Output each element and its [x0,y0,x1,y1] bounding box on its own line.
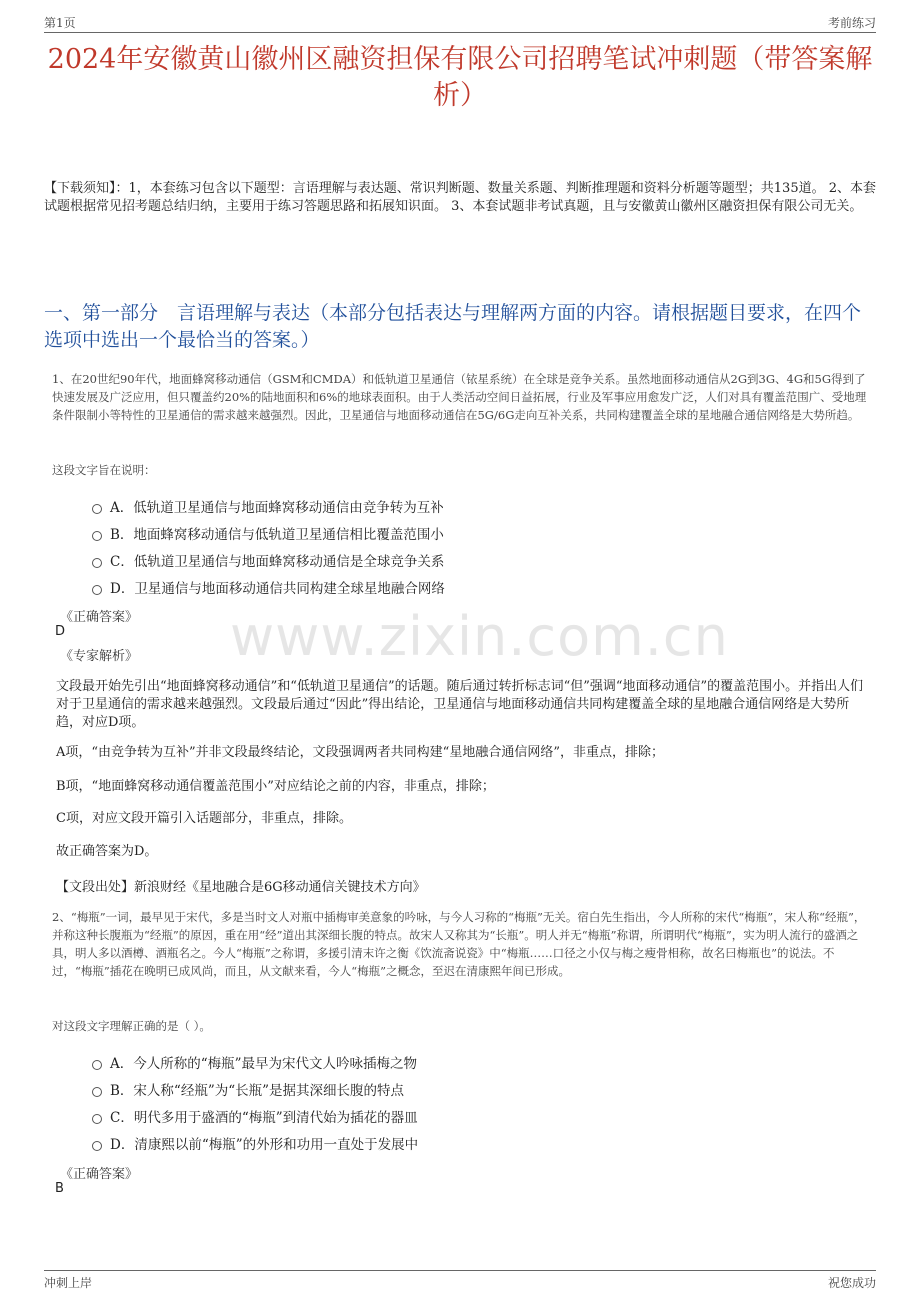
option-label: A．今人所称的“梅瓶”最早为宋代文人吟咏插梅之物 [110,1056,418,1072]
radio-icon[interactable] [92,1141,102,1151]
footer-right-label: 祝您成功 [827,1276,876,1290]
radio-icon[interactable] [92,585,102,595]
option-label: C．明代多用于盛酒的“梅瓶”到清代始为插花的器皿 [110,1110,418,1126]
page-header [44,12,876,33]
option-label: B．宋人称“经瓶”为“长瓶”是据其深细长腹的特点 [110,1083,405,1099]
question-2-prompt: 对这段文字理解正确的是（ ）。 [52,1019,211,1033]
download-notice: 【下载须知】：1，本套练习包含以下题型：言语理解与表达题、常识判断题、数量关系题、判断推理题和资料分析题等题型；共135道。 2、本套试题根据常见招考题总结归纳，主要用于练习答题思路和拓展知识面。 3、本套试题非考试真题，且与安徽黄山徽州区融资担保有限公司无关。 [44,181,876,214]
section-heading: 一、第一部分 言语理解与表达（本部分包括表达与理解两方面的内容。请根据题目要求，在四个选项中选出一个最恰当的答案。） [44,302,862,351]
radio-icon[interactable] [92,1114,102,1124]
q2-answer: B [55,1181,64,1196]
q2-option-c[interactable] [92,1106,418,1126]
footer-left-label: 冲刺上岸 [44,1276,93,1290]
q1-option-c[interactable] [92,550,444,570]
question-2-text: 2、“梅瓶”一词，最早见于宋代，多是当时文人对瓶中插梅审美意象的吟咏，与今人习称的“梅瓶”无关。宿白先生指出，今人所称的宋代“梅瓶”，宋人称“经瓶”，并称这种长腹瓶为“经瓶”的原因，重在用“经”道出其深细长腹的特点。故宋人又称其为“长瓶”。明人并无“梅瓶”称谓，所谓明代“梅瓶”，实为明人流行的盛酒之具，明人多以酒樽、酒瓶名之。今人“梅瓶”之称谓，多援引清末许之衡《饮流斋说瓷》中“梅瓶……口径之小仅与梅之瘦骨相称，故名曰梅瓶也”的说法。不过，“梅瓶”插花在晚明已成风尚，而且，从文献来看，今人“梅瓶”之概念，至迟在清康熙年间已形成。 [52,910,866,978]
q2-option-a[interactable] [92,1052,417,1072]
radio-icon[interactable] [92,531,102,541]
option-label: D．卫星通信与地面移动通信共同构建全球星地融合网络 [110,581,445,597]
q1-analysis-paragraph: 文段最开始先引出“地面蜂窝移动通信”和“低轨道卫星通信”的话题。随后通过转折标志词“但”强调“地面移动通信”的覆盖范围小。并指出人们对于卫星通信的需求越来越强烈。文段最后通过“因此”得出结论，卫星通信与地面移动通信共同构建覆盖全球的星地融合通信网络是大势所趋，对应D项。 [56,679,864,730]
option-label: C．低轨道卫星通信与地面蜂窝移动通信是全球竞争关系 [110,554,445,570]
radio-icon[interactable] [92,504,102,514]
radio-icon[interactable] [92,1087,102,1097]
q2-option-b[interactable] [92,1079,404,1099]
page-number: 第1页 [44,16,76,30]
q1-analysis-a: A项，“由竞争转为互补”并非文段最终结论，文段强调两者共同构建“星地融合通信网络”，非重点，排除； [56,745,664,760]
q1-option-b[interactable] [92,523,444,543]
page-footer [44,1270,876,1291]
q2-option-d[interactable] [92,1133,418,1153]
radio-icon[interactable] [92,1060,102,1070]
option-label: A．低轨道卫星通信与地面蜂窝移动通信由竞争转为互补 [110,500,444,516]
q1-option-a[interactable] [92,496,444,516]
q1-analysis-c: C项，对应文段开篇引入话题部分，非重点，排除。 [56,811,352,826]
q1-source: 【文段出处】新浪财经《星地融合是6G移动通信关键技术方向》 [56,880,426,895]
question-1-prompt: 这段文字旨在说明： [52,463,156,477]
q1-answer-label: 《正确答案》 [60,610,139,625]
watermark: www.zixin.com.cn [230,605,729,668]
document-title: 2024年安徽黄山徽州区融资担保有限公司招聘笔试冲刺题（带答案解析） [47,44,873,111]
option-label: D．清康熙以前“梅瓶”的外形和功用一直处于发展中 [110,1137,419,1153]
q2-answer-label: 《正确答案》 [60,1167,139,1182]
q1-analysis-b: B项，“地面蜂窝移动通信覆盖范围小”对应结论之前的内容，非重点，排除； [56,779,495,794]
question-1-text: 1、在20世纪90年代，地面蜂窝移动通信（GSM和CMDA）和低轨道卫星通信（铱星系统）在全球是竞争关系。虽然地面移动通信从2G到3G、4G和5G得到了快速发展及广泛应用，但只覆盖约20%的陆地面积和6%的地球表面积。由于人类活动空间日益拓展，行业及军事应用愈发广泛，人们对具有覆盖范围广、受地理条件限制小等特性的卫星通信的需求越来越强烈。因此，卫星通信与地面移动通信在5G/6G走向互补关系，共同构建覆盖全球的星地融合通信网络是大势所趋。 [52,372,867,422]
q1-option-d[interactable] [92,577,445,597]
radio-icon[interactable] [92,558,102,568]
option-label: B．地面蜂窝移动通信与低轨道卫星通信相比覆盖范围小 [110,527,444,543]
q1-analysis-label: 《专家解析》 [60,649,139,664]
q1-answer: D [55,624,66,639]
q1-analysis-conclusion: 故正确答案为D。 [56,844,158,859]
header-right-label: 考前练习 [827,16,876,30]
